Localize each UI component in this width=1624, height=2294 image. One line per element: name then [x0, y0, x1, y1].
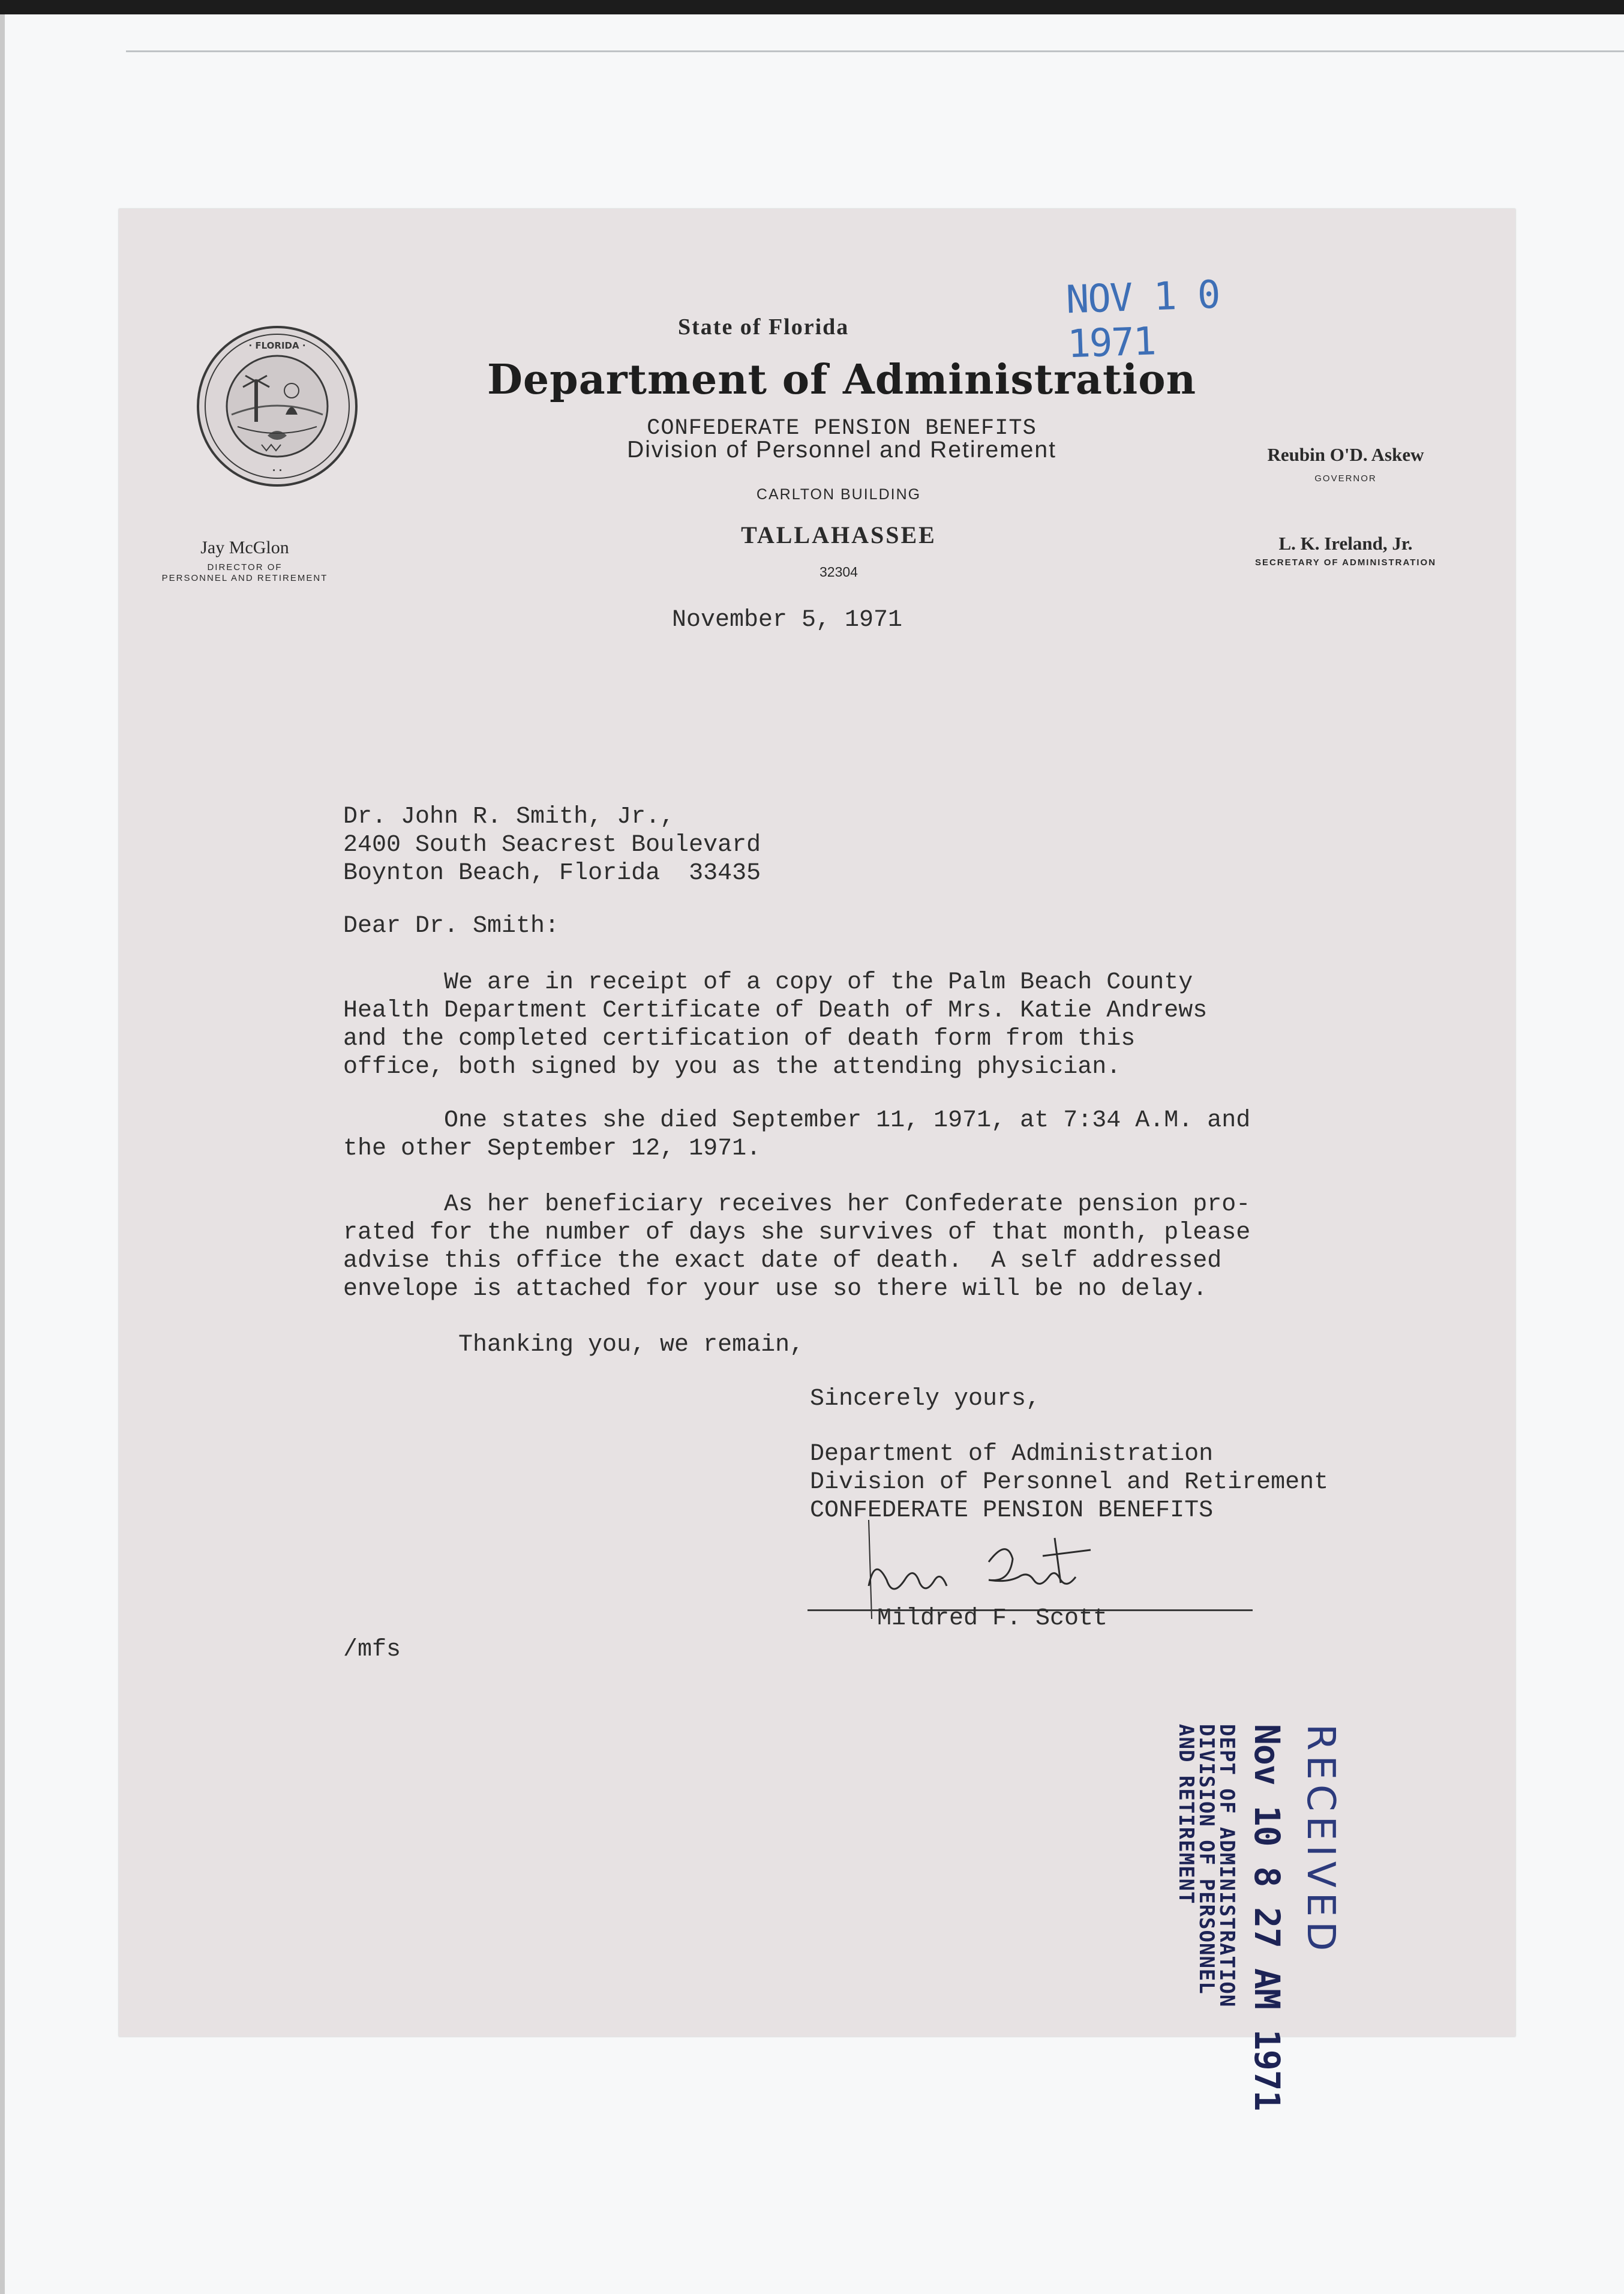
complimentary-close: Sincerely yours, [810, 1386, 1041, 1413]
body-paragraph-2: One states she died September 11, 1971, at 7:34 A.M. and the other September 12, 1971. [343, 1107, 1251, 1162]
scan-left-edge [0, 14, 5, 2294]
salutation: Dear Dr. Smith: [343, 913, 560, 940]
received-stamp [1145, 1724, 1343, 2216]
recipient-address: Dr. John R. Smith, Jr., 2400 South Seacrest Boulevard Boynton Beach, Florida 33435 [343, 803, 761, 887]
scan-top-border [0, 0, 1624, 14]
director-name: Jay McGlon [200, 538, 289, 557]
signature-block: Department of Administration Division of Personnel and Retirement CONFEDERATE PENSION BENEFITS [810, 1441, 1329, 1524]
svg-text:· ·: · · [272, 465, 283, 476]
received-stamp-dept-line1: DEPT OF ADMINISTRATION [1215, 1724, 1239, 2008]
department-zip: 32304 [819, 564, 858, 580]
scan-top-rule [126, 50, 1624, 52]
svg-text:· FLORIDA ·: · FLORIDA · [248, 340, 306, 351]
department-division: Division of Personnel and Retirement [627, 437, 1056, 463]
secretary-name: L. K. Ireland, Jr. [1278, 533, 1413, 554]
letter-date: November 5, 1971 [672, 607, 903, 634]
governor-title: GOVERNOR [1314, 473, 1377, 484]
closing-thanks: Thanking you, we remain, [458, 1332, 805, 1359]
governor-name: Reubin O'D. Askew [1267, 444, 1424, 465]
department-city: TALLAHASSEE [741, 521, 936, 548]
date-received-stamp: NOV 1 0 1971 [1065, 272, 1220, 367]
letter-sheet [119, 209, 1515, 2111]
director-title-line1: DIRECTOR OF [207, 562, 283, 572]
florida-state-seal-icon [196, 325, 359, 488]
typist-initials: /mfs [343, 1636, 401, 1663]
received-stamp-datetime: Nov 10 8 27 AM 1971 [1247, 1724, 1287, 2111]
state-name: State of Florida [678, 314, 849, 340]
body-paragraph-1: We are in receipt of a copy of the Palm Beach County Health Department Certificate of Death of Mrs. Katie Andrews and the completed certification of death form from this office, both signed by you as the attending physician. [343, 969, 1208, 1081]
secretary-title: SECRETARY OF ADMINISTRATION [1254, 557, 1437, 568]
signer-name: Mildred F. Scott [877, 1605, 1108, 1632]
received-stamp-dept-line3: AND RETIREMENT [1174, 1724, 1198, 1905]
body-paragraph-3: As her beneficiary receives her Confederate pension pro- rated for the number of days she survives of that month, please advise this office the exact date of death. A self addressed envelope is attached for your use so there will be no delay. [343, 1191, 1251, 1303]
director-title-line2: PERSONNEL AND RETIREMENT [161, 573, 328, 583]
received-stamp-dept-line2: DIVISION OF PERSONNEL [1194, 1724, 1218, 1995]
department-title: Department of Administration [487, 356, 1197, 404]
department-subtitle: CONFEDERATE PENSION BENEFITS [647, 416, 1037, 441]
received-stamp-label: RECEIVED [1298, 1724, 1343, 1956]
department-building: CARLTON BUILDING [756, 486, 921, 503]
